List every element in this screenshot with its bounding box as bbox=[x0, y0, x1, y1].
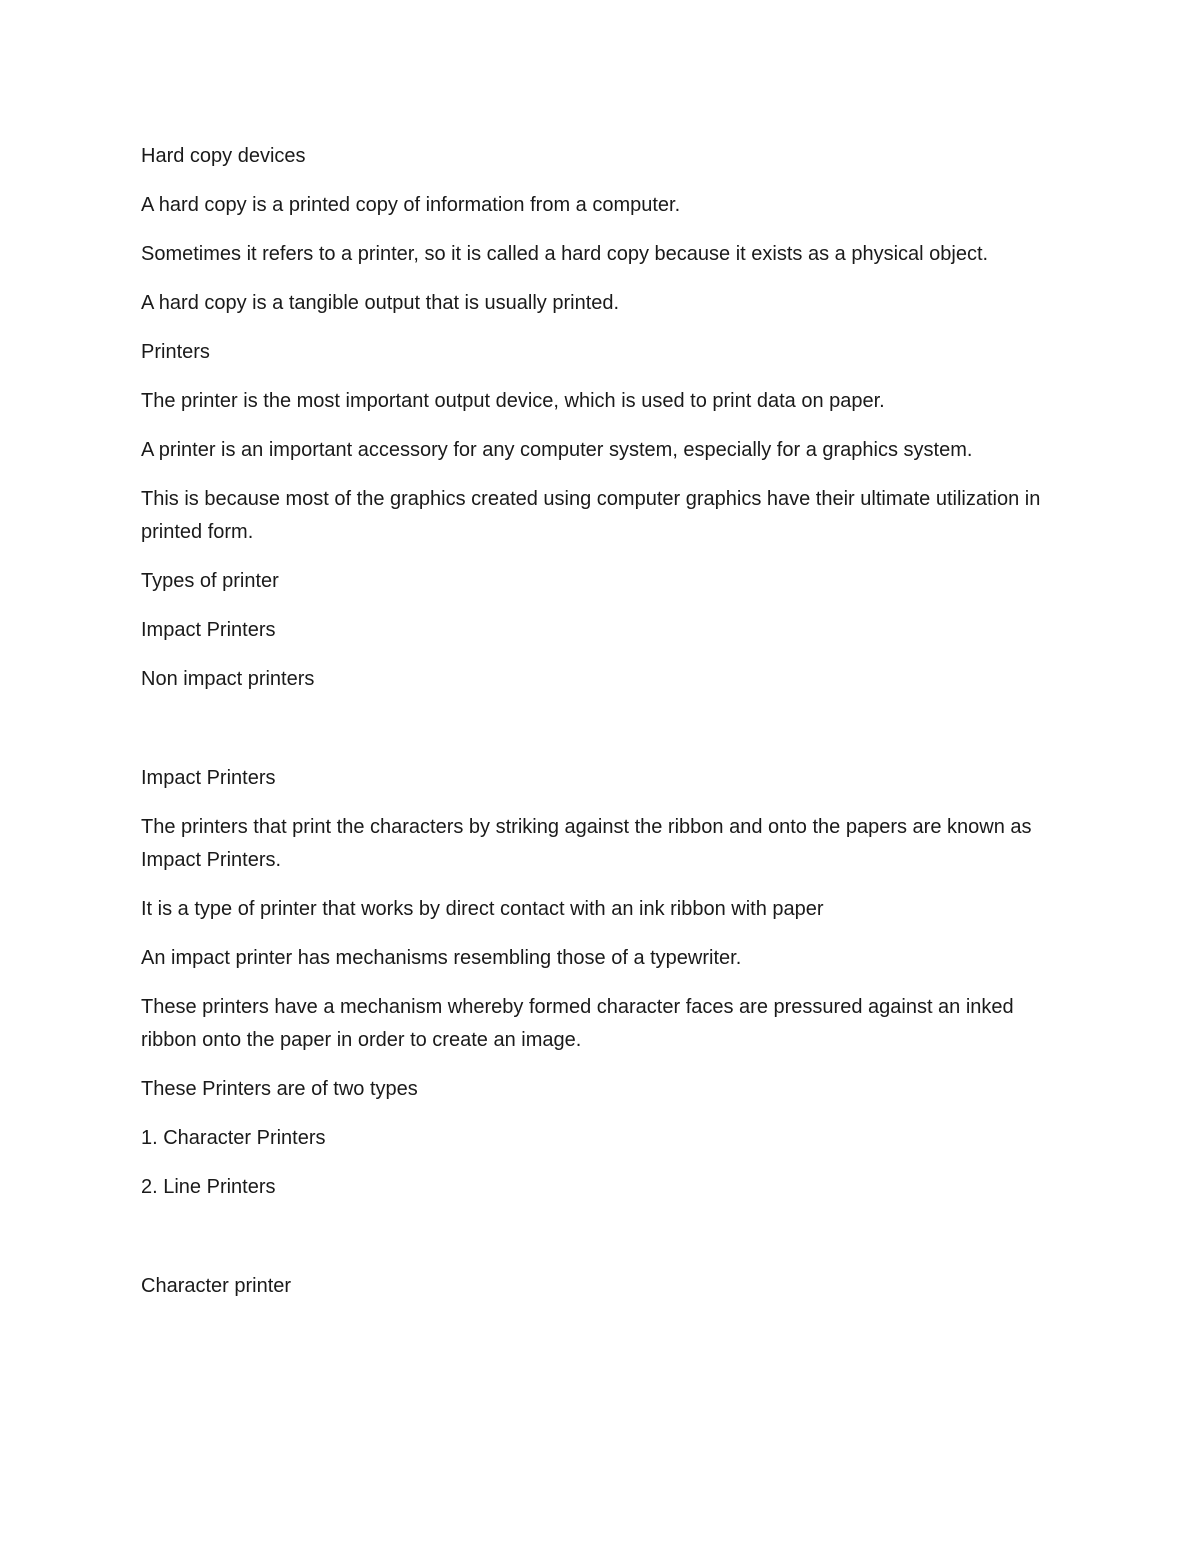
document-body bbox=[141, 140, 1061, 1319]
paragraph: The printers that print the characters by striking against the ribbon and onto the papers are known as Impact Printers. bbox=[141, 816, 1032, 871]
paragraph: This is because most of the graphics created using computer graphics have their ultimate utilization in printed form. bbox=[141, 488, 1041, 543]
list-item: 2. Line Printers bbox=[141, 1176, 276, 1198]
list-item: Impact Printers bbox=[141, 619, 276, 641]
section-heading-hard-copy-devices: Hard copy devices bbox=[141, 145, 306, 167]
paragraph: Sometimes it refers to a printer, so it is called a hard copy because it exists as a physical object. bbox=[141, 243, 989, 265]
paragraph: It is a type of printer that works by direct contact with an ink ribbon with paper bbox=[141, 898, 824, 920]
paragraph: These Printers are of two types bbox=[141, 1078, 418, 1100]
section-heading-types-of-printer: Types of printer bbox=[141, 570, 279, 592]
paragraph: A hard copy is a printed copy of information from a computer. bbox=[141, 194, 681, 216]
section-heading-character-printer: Character printer bbox=[141, 1275, 292, 1297]
list-item: Non impact printers bbox=[141, 668, 315, 690]
list-item: 1. Character Printers bbox=[141, 1127, 326, 1149]
paragraph: A hard copy is a tangible output that is usually printed. bbox=[141, 292, 620, 314]
paragraph: These printers have a mechanism whereby formed character faces are pressured against an inked ribbon onto the paper in order to create an image. bbox=[141, 996, 1014, 1051]
section-heading-impact-printers: Impact Printers bbox=[141, 767, 276, 789]
paragraph: A printer is an important accessory for any computer system, especially for a graphics system. bbox=[141, 439, 973, 461]
section-heading-printers: Printers bbox=[141, 341, 210, 363]
paragraph: An impact printer has mechanisms resembling those of a typewriter. bbox=[141, 947, 742, 969]
paragraph: The printer is the most important output device, which is used to print data on paper. bbox=[141, 390, 885, 412]
